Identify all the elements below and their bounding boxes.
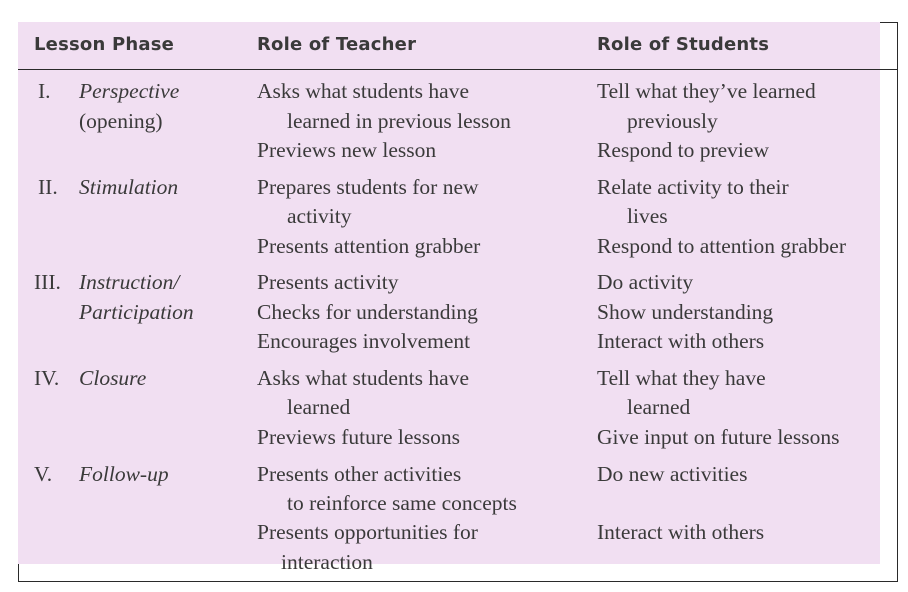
teacher-role-text: Presents attention grabber xyxy=(257,234,481,258)
teacher-role-text: learned xyxy=(287,395,351,419)
teacher-role-text: learned in previous lesson xyxy=(287,109,511,133)
student-role-text: Do activity xyxy=(597,270,694,294)
phase-name: Perspective xyxy=(79,79,180,103)
phase-name: Stimulation xyxy=(79,175,179,199)
teacher-role-text: Presents other activities xyxy=(257,462,462,486)
header-lesson-phase: Lesson Phase xyxy=(34,34,175,55)
teacher-role-text: Asks what students have xyxy=(257,366,469,390)
header-role-of-students: Role of Students xyxy=(597,34,770,55)
teacher-role-text: Presents opportunities for xyxy=(257,520,478,544)
row-numeral: I. xyxy=(38,79,51,103)
student-role-text: Interact with others xyxy=(597,520,765,544)
student-role-text: Tell what they have xyxy=(597,366,766,390)
student-role-text: learned xyxy=(627,395,691,419)
student-role-text: Respond to attention grabber xyxy=(597,234,846,258)
phase-name: Instruction/ xyxy=(79,270,180,294)
row-numeral: III. xyxy=(34,270,61,294)
phase-name: Follow-up xyxy=(79,462,169,486)
student-role-text: lives xyxy=(627,204,668,228)
student-role-text: Do new activities xyxy=(597,462,748,486)
teacher-role-text: Previews future lessons xyxy=(257,425,461,449)
teacher-role-text: activity xyxy=(287,204,352,228)
student-role-text: previously xyxy=(627,109,718,133)
teacher-role-text: Presents activity xyxy=(257,270,399,294)
row-numeral: IV. xyxy=(34,366,60,390)
header-role-of-teacher: Role of Teacher xyxy=(257,34,417,55)
phase-name: Participation xyxy=(79,300,194,324)
row-numeral: II. xyxy=(38,175,58,199)
teacher-role-text: Encourages involvement xyxy=(257,329,471,353)
teacher-role-text: to reinforce same concepts xyxy=(287,491,517,515)
student-role-text: Respond to preview xyxy=(597,138,769,162)
teacher-role-text: Previews new lesson xyxy=(257,138,437,162)
phase-name: Closure xyxy=(79,366,147,390)
student-role-text: Relate activity to their xyxy=(597,175,789,199)
student-role-text: Show understanding xyxy=(597,300,774,324)
teacher-role-text: Checks for understanding xyxy=(257,300,478,324)
teacher-role-text: Prepares students for new xyxy=(257,175,479,199)
student-role-text: Interact with others xyxy=(597,329,765,353)
phase-note: (opening) xyxy=(79,109,163,133)
teacher-role-text: Asks what students have xyxy=(257,79,469,103)
header-divider xyxy=(18,69,898,70)
student-role-text: Tell what they’ve learned xyxy=(597,79,816,103)
teacher-role-text: interaction xyxy=(281,550,373,574)
row-numeral: V. xyxy=(34,462,53,486)
student-role-text: Give input on future lessons xyxy=(597,425,840,449)
